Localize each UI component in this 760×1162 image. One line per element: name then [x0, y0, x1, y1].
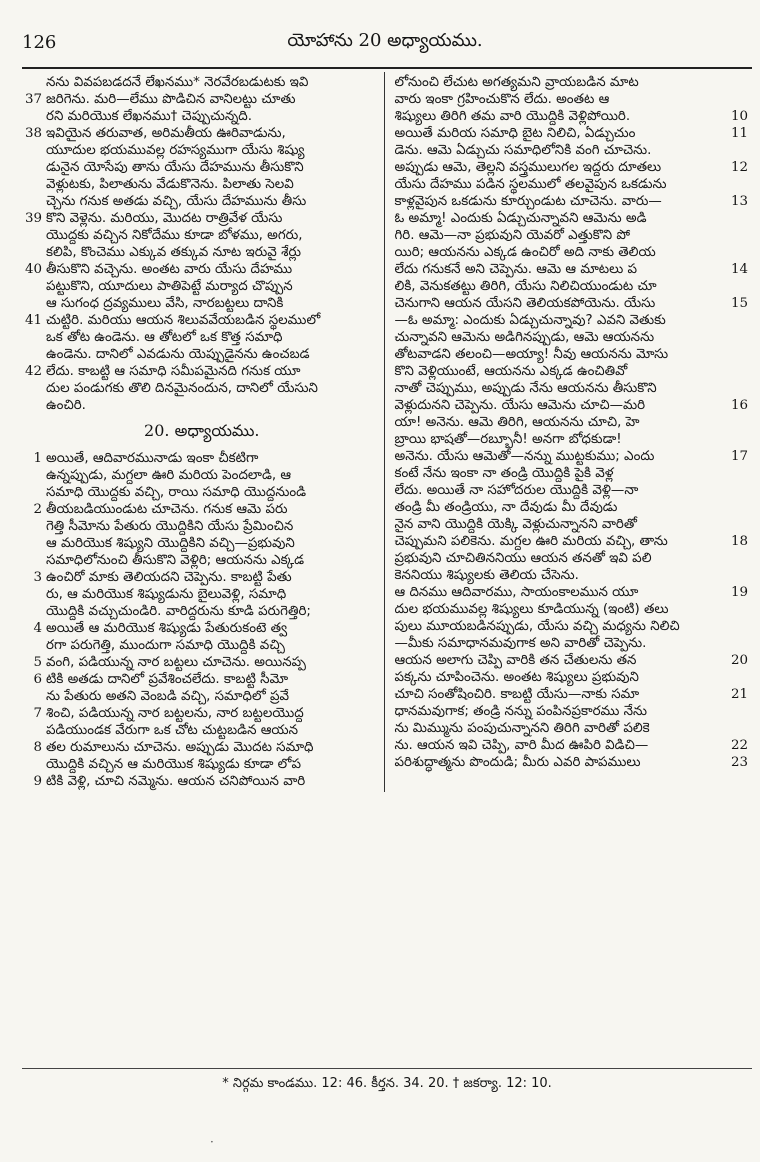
verse-number: 4 — [33, 621, 42, 636]
text-line — [395, 567, 747, 584]
text-line — [395, 397, 747, 414]
verse-text: ఉంచిరో మాకు తెలియదని చెప్పెను. కాబట్టి పేతు — [46, 570, 292, 585]
verse-text: కాళ్లవైపున ఒకడును కూర్చుండుట చూచెను. వారు— — [394, 194, 662, 209]
text-line — [26, 312, 378, 329]
right-column — [385, 72, 753, 792]
verse-text: యేసు దేహము పడిన స్థలములో తలవైపున ఒకడును — [394, 177, 667, 192]
verse-number: 21 — [730, 687, 748, 702]
text-line — [26, 278, 378, 295]
text-line — [26, 739, 378, 756]
verse-text: రగా పరుగెత్తి, ముందుగా సమాధి యొద్దికి వచ్చి — [46, 638, 285, 653]
verse-text: తండ్రి మీ తండ్రియు, నా దేవుడు మీ దేవుడు — [394, 500, 618, 515]
verse-number: 41 — [24, 313, 42, 328]
text-line — [26, 637, 378, 654]
verse-number: 13 — [730, 194, 748, 209]
text-line — [395, 278, 747, 295]
verse-text: నైన వాని యొద్దికి యెక్కి వెళ్లుచున్నానని వారితో — [394, 517, 637, 532]
verse-text: ప్రభువుని చూచితిననియు ఆయన తనతో ఇవి పలి — [394, 551, 652, 566]
text-line — [395, 244, 747, 261]
text-line — [26, 397, 378, 414]
text-line — [395, 652, 747, 669]
text-line — [395, 431, 747, 448]
verse-text: ఓ అమ్మా! ఎందుకు ఏడ్చుచున్నావని ఆమెను అడి — [394, 211, 647, 226]
verse-text: చూచి సంతోషించిరి. కాబట్టి యేసు—నాకు సమా — [394, 687, 640, 702]
text-line — [395, 227, 747, 244]
verse-text: తోటవాడని తలంచి—అయ్యా! నీవు ఆయనను మోసు — [394, 347, 669, 362]
verse-number: 38 — [24, 126, 42, 141]
verse-text: లికి, వెనుకతట్టు తిరిగి, యేసు నిలిచియుండుట చూ — [394, 279, 657, 294]
text-line — [26, 142, 378, 159]
verse-text: నాతో చెప్పుము, అప్పుడు నేను ఆయనను తీసుకొని — [394, 381, 657, 396]
text-line — [26, 501, 378, 518]
text-line — [395, 533, 747, 550]
verse-text: లేదు. కాబట్టి ఆ సమాధి సమీపమైనది గనుక యూ — [46, 364, 301, 379]
verse-text: ఇవియైన తరువాత, అరిమతీయ ఊరివాడును, — [46, 126, 286, 141]
text-line — [395, 601, 747, 618]
verse-text: ఆ దినము ఆదివారము, సాయంకాలమున యూ — [394, 585, 639, 600]
text-line — [395, 346, 747, 363]
text-line — [26, 329, 378, 346]
verse-text: టికి అతడు దానిలో ప్రవేశించలేదు. కాబట్టి సీమో — [46, 672, 289, 687]
verse-number: 20 — [730, 653, 748, 668]
verse-text: కంటే నేను ఇంకా నా తండ్రి యొద్దికి పైకి వెళ్ల — [394, 466, 614, 481]
footnote-rule — [22, 1068, 752, 1069]
text-line — [395, 329, 747, 346]
verse-text: రని మరియొక లేఖనము† చెప్పుచున్నది. — [46, 109, 252, 124]
verse-text: బ్రాయి భాషతో—రబ్బూనీ! అనగా బోధకుడా! — [394, 432, 622, 447]
text-line — [26, 467, 378, 484]
text-line — [26, 380, 378, 397]
text-line — [395, 550, 747, 567]
text-line — [26, 295, 378, 312]
verse-text: డెను. ఆమె ఏడ్చుచు సమాధిలోనికి వంగి చూచెను. — [394, 143, 652, 158]
verse-number: 6 — [33, 672, 42, 687]
text-line — [395, 465, 747, 482]
text-line — [26, 552, 378, 569]
verse-text: యిరి; ఆయనను ఎక్కడ ఉంచిరో అది నాకు తెలియ — [394, 245, 656, 260]
verse-text: శించి, పడియున్న నార బట్టలను, నార బట్టలయొద్ద — [46, 706, 304, 721]
verse-text: గెత్తి సీమోను పేతురు యొద్దికిని యేసు ప్రేమించిన — [46, 519, 294, 534]
text-line — [26, 346, 378, 363]
verse-number: 17 — [730, 449, 748, 464]
text-line — [26, 261, 378, 278]
text-line — [26, 535, 378, 552]
verse-number: 18 — [730, 534, 748, 549]
page-number: 126 — [22, 31, 57, 53]
verse-text: సమాధిలోనుంచి తీసుకొని వెళ్లిరి; ఆయనను ఎక్కడ — [46, 553, 305, 568]
text-line — [26, 569, 378, 586]
verse-text: యొద్దకు వచ్చిన నికోదేము కూడా బోళము, అగరు, — [46, 228, 303, 243]
verse-text: అప్పుడు ఆమె, తెల్లని వస్త్రములుగల ఇద్దరు దూతలు — [394, 160, 662, 175]
text-line — [395, 74, 747, 91]
verse-text: పడియుండక వేరుగా ఒక చోట చుట్టబడిన ఆయన — [46, 723, 299, 738]
verse-number: 14 — [730, 262, 748, 277]
verse-text: దుల భయమువల్ల శిష్యులు కూడియున్న (ఇంటి) తలు — [394, 602, 669, 617]
verse-text: యొద్దికి వచ్చిన ఆ మరియొక శిష్యుడు కూడా లోప — [46, 757, 301, 772]
text-line — [26, 654, 378, 671]
text-line — [395, 414, 747, 431]
verse-text: చ్చెను గనుక అతడు వచ్చి, యేసు దేహమును తీసు — [46, 194, 307, 209]
verse-text: నను వివపబడదనే లేఖనము* నెరవేరబడుటకు ఇవి — [46, 75, 309, 90]
verse-number: 10 — [730, 109, 748, 124]
verse-text: చెనుగాని ఆయన యేసని తెలియకపోయెను. యేసు — [394, 296, 656, 311]
verse-number: 11 — [730, 126, 748, 141]
verse-text: తీసుకొని వచ్చెను. అంతట వారు యేసు దేహము — [46, 262, 293, 277]
verse-text: తీయబడియుండుట చూచెను. గనుక ఆమె పరు — [46, 502, 288, 517]
verse-number: 40 — [24, 262, 42, 277]
verse-text: ఆ సుగంధ ద్రవ్యములు వేసి, నారబట్టలు దానికి — [46, 296, 284, 311]
text-line — [395, 363, 747, 380]
text-line — [26, 210, 378, 227]
verse-text: లేదు గనుకనే అని చెప్పెను. ఆమె ఆ మాటలు ప — [394, 262, 638, 277]
verse-text: చున్నావని ఆమెను అడిగినప్పుడు, ఆమె ఆయనను — [394, 330, 655, 345]
verse-number: 39 — [24, 211, 42, 226]
verse-number: 22 — [730, 738, 748, 753]
text-line — [26, 756, 378, 773]
verse-text: —ఓ అమ్మా: ఎందుకు ఏడ్చుచున్నావు? ఎవని వెతుకు — [394, 313, 666, 328]
text-line — [395, 499, 747, 516]
footnotes: * నిర్గమ కాండము. 12: 46. కీర్తన. 34. 20. † జకర్యా. 12: 10. — [222, 1076, 552, 1091]
text-line — [395, 448, 747, 465]
text-line — [395, 380, 747, 397]
verse-text: ఒక తోట ఉండెను. ఆ తోటలో ఒక కొత్త సమాధి — [46, 330, 283, 345]
text-line — [395, 108, 747, 125]
verse-text: ఉన్నప్పుడు, మగ్దలా ఊరి మరియ పెందలాడి, ఆ — [46, 468, 292, 483]
verse-number: 5 — [33, 655, 42, 670]
verse-text: టికి వెళ్లి, చూచి నమ్మెను. ఆయన చనిపోయిన వారి — [46, 774, 306, 789]
verse-number: 15 — [730, 296, 748, 311]
verse-text: యొద్దికి వచ్చుచుండిరి. వారిద్దరును కూడి పరుగెత్తిరి; — [46, 604, 311, 619]
verse-text: ఉంచిరి. — [46, 398, 86, 413]
verse-number: 9 — [33, 774, 42, 789]
text-line — [26, 603, 378, 620]
verse-text: డునైన యోసేపు తాను యేసు దేహమును తీసుకొని — [46, 160, 304, 175]
text-line — [395, 482, 747, 499]
text-line — [395, 91, 747, 108]
verse-text: లేదు. అయితే నా సహోదరుల యొద్దికి వెళ్లి—నా — [394, 483, 639, 498]
verse-text: లోనుంచి లేచుట అగత్యమని వ్రాయబడిన మాట — [394, 75, 639, 90]
verse-number: 8 — [33, 740, 42, 755]
text-line — [395, 669, 747, 686]
verse-text: కెననియు శిష్యులకు తెలియ చేసెను. — [394, 568, 579, 583]
text-line — [26, 74, 378, 91]
text-line — [395, 142, 747, 159]
text-line — [26, 91, 378, 108]
verse-text: పట్టుకొని, యూదులు పాతిపెట్టే మర్యాద చొప్పున — [46, 279, 293, 294]
verse-number: 1 — [33, 451, 42, 466]
verse-text: రు, ఆ మరియొక శిష్యుడును బైలువెళ్లి, సమాధి — [46, 587, 287, 602]
bottom-mark: · — [210, 1135, 214, 1149]
verse-text: చుట్టిరి. మరియు ఆయన శిలువవేయబడిన స్థలములో — [46, 313, 321, 328]
text-line — [395, 193, 747, 210]
text-line — [26, 671, 378, 688]
verse-text: తల రుమాలును చూచెను. అప్పుడు మొదట సమాధి — [46, 740, 314, 755]
text-line — [395, 618, 747, 635]
verse-text: కలిపి, కొంచెము ఎక్కువ తక్కువ నూట ఇరువై శేర్లు — [46, 245, 302, 260]
verse-number: 23 — [730, 755, 748, 770]
text-line — [395, 754, 747, 771]
verse-text: పక్కను చూపించెను. అంతట శిష్యులు ప్రభువుని — [394, 670, 639, 685]
verse-text: గిరి. ఆమె—నా ప్రభువుని యెవరో ఎత్తుకొని పో — [394, 228, 631, 243]
header-rule — [22, 67, 752, 69]
text-line — [26, 244, 378, 261]
verse-text: ను. ఆయన ఇవి చెప్పి, వారి మీద ఊపిరి విడిచి— — [394, 738, 649, 753]
verse-text: పరిశుద్ధాత్మను పొందుడి; మీరు ఎవరి పాపములు — [394, 755, 641, 770]
text-line — [26, 227, 378, 244]
verse-text: అనెను. యేసు ఆమెతో—నన్ను ముట్టకుము; ఎందు — [394, 449, 655, 464]
text-line — [26, 586, 378, 603]
verse-text: చెప్పుమని పలికెను. మగ్దల ఊరి మరియ వచ్చి, తాను — [394, 534, 668, 549]
text-line — [395, 176, 747, 193]
verse-text: అయితే, ఆదివారమునాడు ఇంకా చీకటిగా — [46, 451, 259, 466]
text-line — [26, 722, 378, 739]
running-title: యోహాను 20 అధ్యాయము. — [287, 29, 483, 51]
verse-text: ధానమవుగాక; తండ్రి నన్ను పంపినప్రకారము నేను — [394, 704, 648, 719]
text-line — [26, 159, 378, 176]
text-line — [395, 159, 747, 176]
text-line — [395, 295, 747, 312]
verse-text: సమాధి యొద్దకు వచ్చి, రాయి సమాధి యొద్దనుండి — [46, 485, 307, 500]
text-line — [26, 108, 378, 125]
verse-text: ను మిమ్మును పంపుచున్నానని తిరిగి వారితో పలికె — [394, 721, 650, 736]
verse-text: కొని వెళ్లియుంటే, ఆయనను ఎక్కడ ఉంచితివో — [394, 364, 628, 379]
text-line — [26, 125, 378, 142]
verse-number: 42 — [24, 364, 42, 379]
text-line — [395, 125, 747, 142]
text-line — [26, 705, 378, 722]
verse-text: అయితే మరియ సమాధి బైట నిలిచి, ఏడ్చుచుం — [394, 126, 636, 141]
verse-number: 16 — [730, 398, 748, 413]
text-line — [26, 450, 378, 467]
page-header — [22, 22, 748, 62]
text-line — [26, 773, 378, 790]
text-line — [26, 518, 378, 535]
verse-text: వెళ్లుటకు, పిలాతును వేడుకొనెను. పిలాతు సెలవి — [46, 177, 294, 192]
left-column — [22, 72, 385, 792]
verse-number: 12 — [730, 160, 748, 175]
text-line — [395, 312, 747, 329]
text-line — [395, 686, 747, 703]
verse-text: కొని వెళ్లెను. మరియు, మొదట రాత్రివేళ యేసు — [46, 211, 283, 226]
text-line — [26, 193, 378, 210]
verse-text: యూదుల భయమువల్ల రహస్యముగా యేసు శిష్యు — [46, 143, 305, 158]
text-line — [395, 516, 747, 533]
verse-number: 2 — [33, 502, 42, 517]
verse-number: 7 — [33, 706, 42, 721]
text-line — [395, 261, 747, 278]
text-line — [395, 635, 747, 652]
chapter-heading: 20. అధ్యాయము. — [144, 421, 260, 440]
text-line — [395, 703, 747, 720]
verse-text: దుల పండుగకు తొలి దినమైనందున, దానిలో యేసుని — [46, 381, 318, 396]
verse-number: 37 — [24, 92, 42, 107]
text-line — [26, 176, 378, 193]
verse-text: శిష్యులు తిరిగి తమ వారి యొద్దికి వెళ్లిపోయిరి. — [394, 109, 631, 124]
text-line — [395, 720, 747, 737]
text-line — [395, 210, 747, 227]
verse-text: వారు ఇంకా గ్రహించుకొన లేదు. అంతట ఆ — [394, 92, 610, 107]
text-line — [26, 620, 378, 637]
verse-text: వెళ్లుదునని చెప్పెను. యేసు ఆమెను చూచి—మరి — [394, 398, 646, 413]
text-line — [26, 363, 378, 380]
verse-text: అయితే ఆ మరియొక శిష్యుడు పేతురుకంటె త్వ — [46, 621, 288, 636]
text-line — [26, 484, 378, 501]
text-line — [395, 584, 747, 601]
verse-text: ను పేతురు అతని వెంబడి వచ్చి, సమాధిలో ప్రవే — [46, 689, 290, 704]
verse-text: యా! అనెను. ఆమె తిరిగి, ఆయనను చూచి, హె — [394, 415, 640, 430]
verse-number: 3 — [33, 570, 42, 585]
verse-text: వంగి, పడియున్న నార బట్టలు చూచెను. అయినప్ప — [46, 655, 306, 670]
verse-number: 19 — [730, 585, 748, 600]
text-line — [26, 688, 378, 705]
verse-text: ఆయన అలాగు చెప్పి వారికి తన చేతులను తన — [394, 653, 637, 668]
verse-text: జరిగెను. మరి—లేము పొడిచిన వానిలట్టు చూతు — [46, 92, 296, 107]
verse-text: పులు మూయబడినప్పుడు, యేసు వచ్చి మధ్యను నిలిచి — [394, 619, 680, 634]
text-columns — [22, 72, 752, 792]
verse-text: ఆ మరియొక శిష్యుని యొద్దికిని వచ్చి—ప్రభువుని — [46, 536, 295, 551]
verse-text: —మీకు సమాధానమవుగాక అని వారితో చెప్పెను. — [394, 636, 647, 651]
text-line — [395, 737, 747, 754]
verse-text: ఉండెను. దానిలో ఎవడును యెప్పుడైనను ఉంచబడ — [46, 347, 310, 362]
